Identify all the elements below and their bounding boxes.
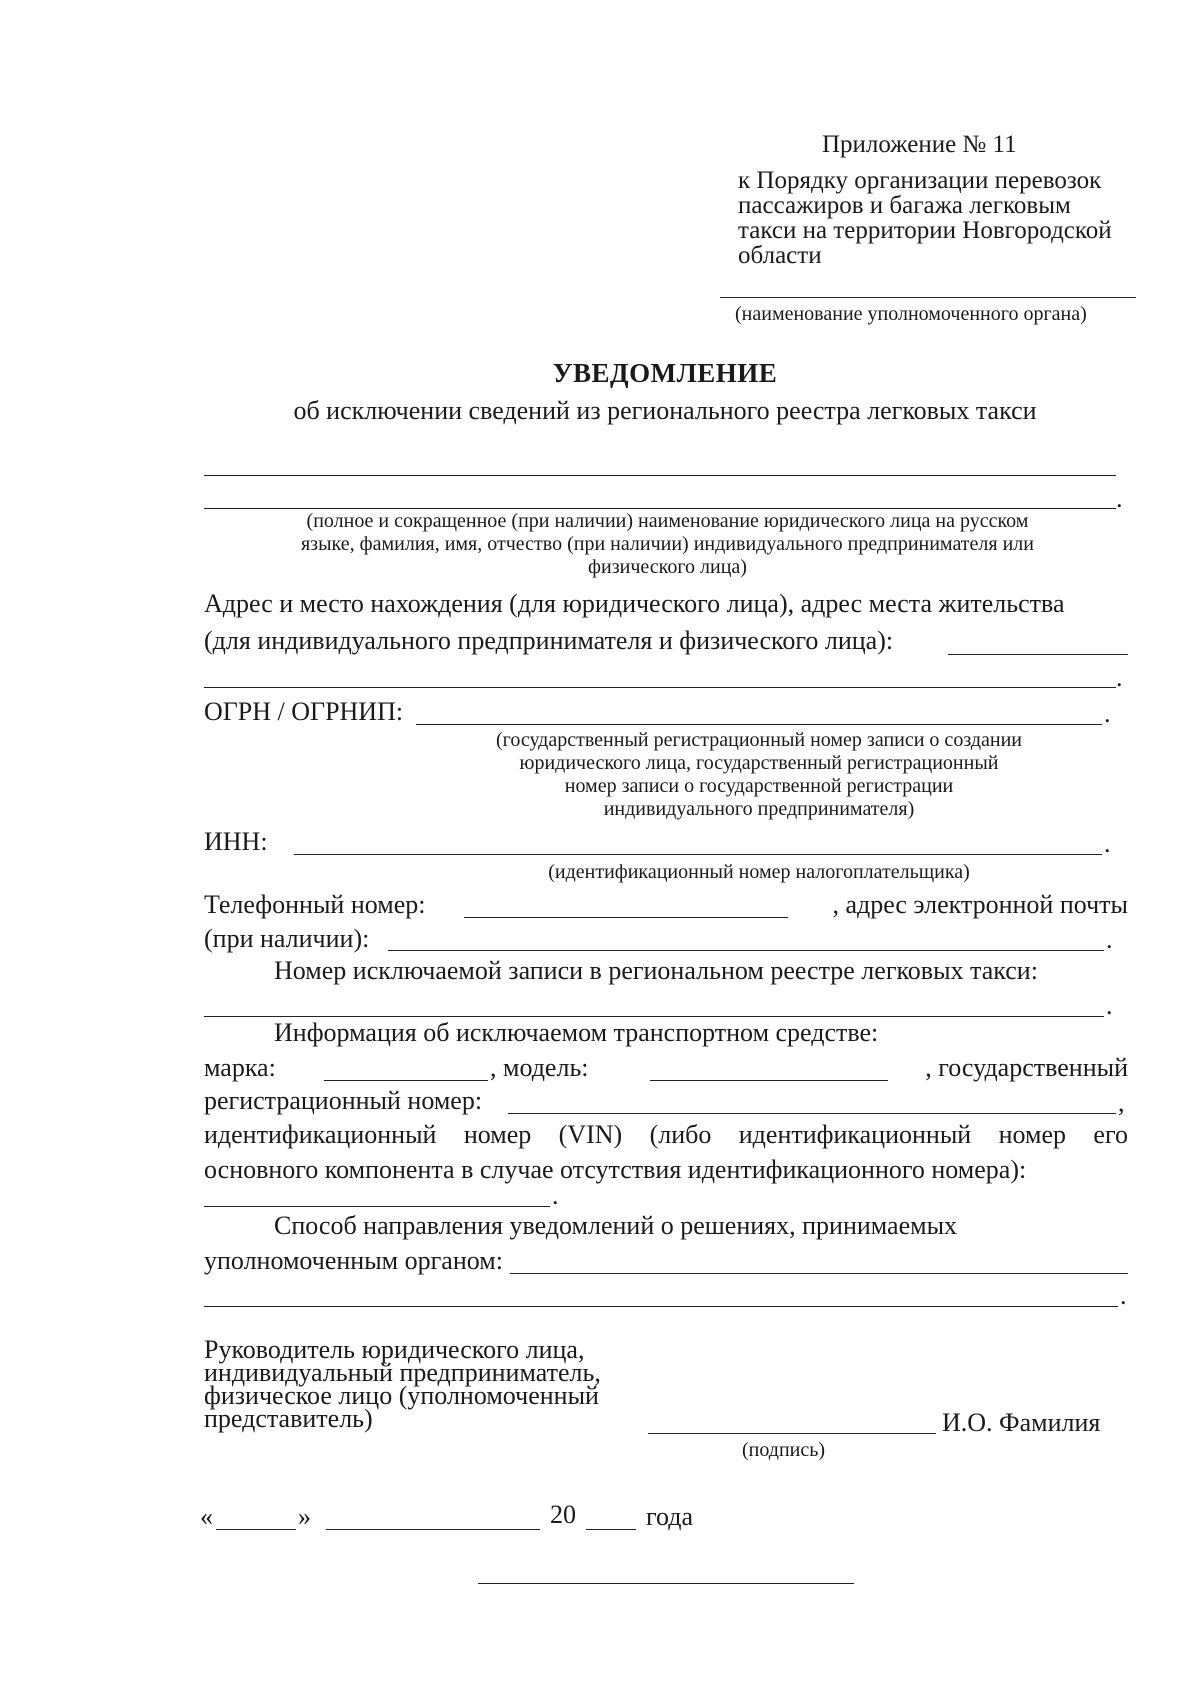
vehicle-model-field[interactable]: [650, 1080, 888, 1081]
signature-field[interactable]: [648, 1433, 936, 1434]
appendix-number: Приложение № 11: [822, 131, 1017, 158]
order-ref-line1: к Порядку организации перевозок: [738, 167, 1102, 194]
phone-label: Телефонный номер:: [204, 890, 426, 919]
date-century: 20: [550, 1500, 576, 1529]
date-open-quote: «: [200, 1502, 213, 1531]
ogrn-caption-line1: (государственный регистрационный номер записи о создании: [495, 729, 1023, 751]
vehicle-heading: Информация об исключаемом транспортном средстве:: [274, 1018, 879, 1047]
signature-caption: (подпись): [742, 1439, 826, 1461]
email-label-cont: (при наличии):: [204, 924, 370, 953]
date-month-field[interactable]: [326, 1529, 540, 1530]
signer-line2: индивидуальный предприниматель,: [204, 1358, 601, 1387]
applicant-caption-line3: физического лица): [588, 556, 747, 578]
vehicle-reg-field[interactable]: [508, 1113, 1116, 1114]
document-title: УВЕДОМЛЕНИЕ: [552, 358, 778, 388]
inn-label: ИНН:: [204, 827, 268, 856]
document-subtitle: об исключении сведений из регионального реестра легковых такси: [293, 396, 1037, 425]
vehicle-vin-field[interactable]: [204, 1206, 550, 1207]
applicant-caption-line1: (полное и сокращенное (при наличии) наименование юридического лица на русском: [306, 510, 1029, 532]
ogrn-period: .: [1104, 699, 1111, 728]
email-period: .: [1106, 925, 1113, 954]
vehicle-reg-label: регистрационный номер:: [204, 1086, 483, 1115]
address-label-line2: (для индивидуального предпринимателя и физического лица):: [204, 626, 894, 655]
date-year-word: года: [646, 1502, 694, 1531]
ogrn-field[interactable]: [416, 724, 1102, 725]
phone-field[interactable]: [464, 917, 788, 918]
signer-name: И.О. Фамилия: [942, 1408, 1101, 1437]
vehicle-brand-label: марка:: [204, 1053, 276, 1082]
ogrn-caption-line3: номер записи о государственной регистрации: [564, 775, 954, 797]
authority-field[interactable]: [720, 297, 1136, 298]
record-period: .: [1106, 991, 1113, 1020]
vehicle-vin-line2: основного компонента в случае отсутствия идентификационного номера):: [204, 1155, 1027, 1184]
ogrn-label: ОГРН / ОГРНИП:: [204, 697, 404, 726]
address-label-line1: Адрес и место нахождения (для юридического лица), адрес места жительства: [204, 589, 1065, 618]
applicant-caption-line2: языке, фамилия, имя, отчество (при наличии) индивидуального предпринимателя или: [300, 533, 1034, 555]
signer-line1: Руководитель юридического лица,: [204, 1335, 585, 1364]
date-day-field[interactable]: [216, 1529, 296, 1530]
delivery-field-2[interactable]: [204, 1306, 1118, 1307]
address-period: .: [1116, 663, 1123, 692]
vehicle-model-label: , модель:: [490, 1053, 589, 1082]
delivery-label-line1: Способ направления уведомлений о решениях, принимаемых: [274, 1211, 958, 1240]
vehicle-vin-line1: идентификационный номер (VIN) (либо идентификационный номер его: [204, 1120, 1128, 1149]
inn-caption: (идентификационный номер налогоплательщика): [548, 861, 970, 883]
inn-field[interactable]: [294, 854, 1102, 855]
order-ref-line3: такси на территории Новгородской: [738, 217, 1112, 244]
applicant-name-field-2[interactable]: [204, 508, 1116, 509]
delivery-label-line2: уполномоченным органом:: [204, 1246, 503, 1275]
email-field[interactable]: [388, 950, 1104, 951]
date-year-field[interactable]: [586, 1529, 636, 1530]
record-field[interactable]: [204, 1016, 1104, 1017]
order-ref-line2: пассажиров и багажа легковым: [738, 192, 1071, 219]
email-label: , адрес электронной почты: [832, 890, 1128, 919]
delivery-field-1[interactable]: [510, 1273, 1128, 1274]
inn-period: .: [1104, 829, 1111, 858]
date-close-quote: »: [298, 1502, 311, 1531]
vehicle-vin-period: .: [552, 1181, 559, 1210]
applicant-period: .: [1116, 484, 1123, 513]
delivery-period: .: [1120, 1281, 1127, 1310]
ogrn-caption-line2: юридического лица, государственный регистрационный: [519, 752, 999, 774]
address-field-1[interactable]: [948, 654, 1128, 655]
signer-line3: физическое лицо (уполномоченный: [204, 1381, 599, 1410]
record-label: Номер исключаемой записи в региональном реестре легковых такси:: [274, 956, 1038, 985]
order-ref-line4: области: [738, 242, 822, 269]
authority-caption: (наименование уполномоченного органа): [735, 303, 1087, 325]
address-field-2[interactable]: [204, 687, 1116, 688]
vehicle-brand-field[interactable]: [324, 1080, 488, 1081]
applicant-name-field-1[interactable]: [204, 475, 1116, 476]
vehicle-reg-comma: ,: [1118, 1088, 1125, 1117]
end-separator: [478, 1583, 854, 1584]
vehicle-state-label: , государственный: [925, 1053, 1128, 1082]
signer-line4: представитель): [204, 1404, 373, 1433]
ogrn-caption-line4: индивидуального предпринимателя): [603, 798, 915, 820]
